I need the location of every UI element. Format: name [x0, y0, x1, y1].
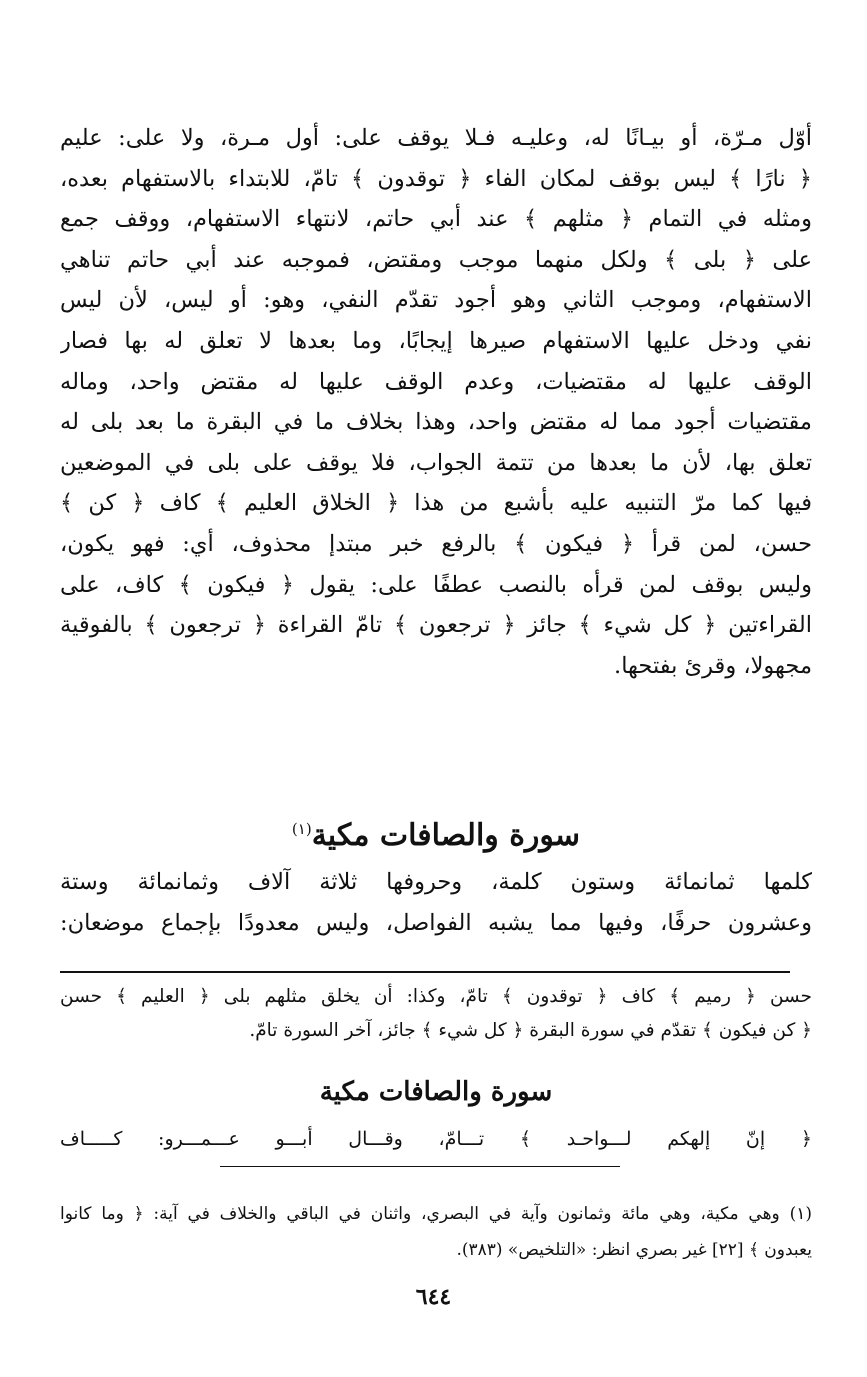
intro-line: كلمها ثمانمائة وستون كلمة، وحروفها ثلاثة آلاف وثمانمائة وستة — [60, 869, 812, 895]
surah-heading — [60, 806, 812, 859]
secondary-heading: سورة والصافات مكية — [319, 1077, 553, 1107]
footnote-line: يعبدون ﴾ [٢٢] غير بصري انظر: «التلخيص» (٣٨٣). — [456, 1240, 812, 1260]
commentary-line: ﴿ كن فيكون ﴾ تقدّم في سورة البقرة ﴿ كل شيء ﴾ جائز، آخر السورة تامّ. — [249, 1020, 812, 1041]
surah-title: سورة والصافات مكية — [311, 818, 581, 853]
surah-intro — [60, 862, 812, 943]
separator-rule — [60, 971, 790, 973]
text-line: فيها كما مرّ التنبيه عليه بأشبع من هذا ﴿ الخلاق العليم ﴾ كاف ﴿ كن ﴾ — [60, 490, 812, 517]
footnote-line: (١) وهي مكية، وهي مائة وثمانون وآية في البصري، واثنان في الباقي والخلاف في آية: ﴿ وما كانوا — [60, 1204, 812, 1224]
footnote — [60, 1196, 812, 1268]
text-line: القراءتين ﴿ كل شيء ﴾ جائز ﴿ ترجعون ﴾ تامّ القراءة ﴿ ترجعون ﴾ بالفوقية — [60, 612, 812, 639]
commentary-line: حسن ﴿ رميم ﴾ كاف ﴿ توقدون ﴾ تامّ، وكذا: أن يخلق مثلهم بلى ﴿ العليم ﴾ حسن — [60, 986, 812, 1007]
text-line: ومثله في التمام ﴿ مثلهم ﴾ عند أبي حاتم، لانتهاء الاستفهام، ووقف جمع — [60, 206, 812, 233]
text-line: حسن، لمن قرأ ﴿ فيكون ﴾ بالرفع خبر مبتدإ محذوف، أي: فهو يكون، — [60, 530, 812, 557]
footnote-rule — [220, 1166, 620, 1167]
text-line: مقتضيات أجود مما له مقتض واحد، وهذا بخلاف ما في البقرة ما بعد بلى له — [60, 409, 812, 436]
text-line: مجهولا، وقرئ بفتحها. — [614, 652, 812, 679]
text-line: وليس بوقف لمن قرأه بالنصب عطفًا على: يقول ﴿ فيكون ﴾ كاف، على — [60, 571, 812, 598]
intro-line: وعشرون حرفًا، وفيها مما يشبه الفواصل، وليس معدودًا بإجماع موضعان: — [60, 909, 812, 936]
text-line: الوقف عليها له مقتضيات، وعدم الوقف عليها له مقتض واحد، وماله — [60, 368, 812, 395]
text-line: تعلق بها، لأن ما بعدها من تتمة الجواب، فلا يوقف على بلى في الموضعين — [60, 449, 812, 476]
commentary-variant-line: ﴿ إنّ إلهكم لـــواحـد ﴾ تـــامّ، وقـــال أبـــو عـــمـــرو: كـــــاف — [60, 1128, 812, 1150]
commentary-section — [60, 980, 812, 1048]
main-text — [60, 118, 812, 686]
text-line: ﴿ نارًا ﴾ ليس بوقف لمكان الفاء ﴿ توقدون ﴾ تامّ، للابتداء بالاستفهام بعده، — [60, 165, 812, 192]
text-line: أوّل مـرّة، أو بيـانًا له، وعليـه فـلا يوقف على: أول مـرة، ولا على: عليم — [60, 125, 812, 151]
page-number: ٦٤٤ — [415, 1284, 452, 1310]
footnote-marker: (١) — [291, 820, 312, 838]
text-line: الاستفهام، وموجب الثاني وهو أجود تقدّم النفي، وهو: أو ليس، لأن ليس — [60, 287, 812, 314]
text-line: نفي ودخل عليها الاستفهام صيرها إيجابًا، وما بعدها لا تعلق له بها فصار — [60, 327, 812, 354]
text-line: على ﴿ بلى ﴾ ولكل منهما موجب ومقتض، فموجبه عند أبي حاتم تناهي — [60, 246, 812, 273]
